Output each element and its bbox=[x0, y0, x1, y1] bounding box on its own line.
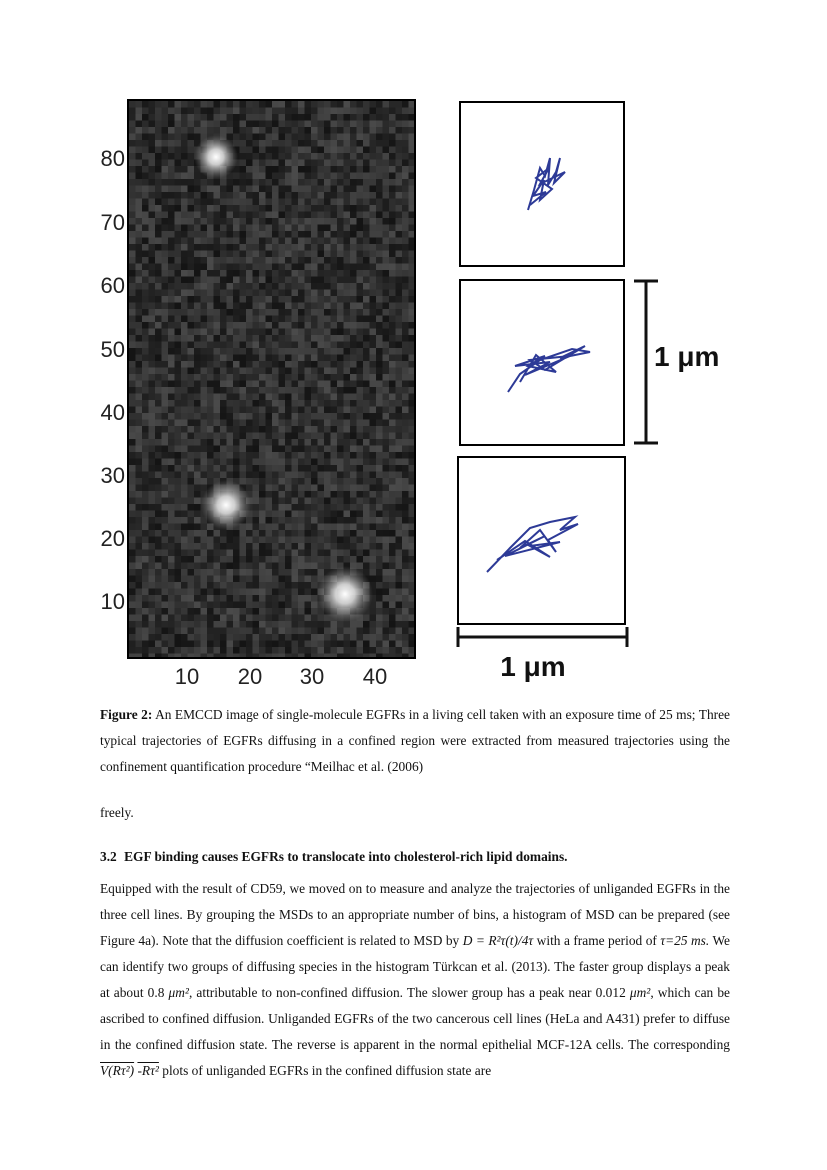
section-number: 3.2 bbox=[100, 849, 117, 864]
x-tick: 40 bbox=[362, 664, 388, 689]
equation-variance: V(Rτ²) bbox=[100, 1063, 135, 1078]
y-tick: 30 bbox=[100, 463, 125, 488]
equation-diffusion: D = R²τ(t)/4τ bbox=[462, 933, 534, 948]
caption-label: Figure 2: bbox=[100, 707, 153, 722]
trajectory-panel-1 bbox=[460, 102, 624, 266]
vertical-scale-label: 1 μm bbox=[654, 341, 720, 372]
fluorescent-spot bbox=[201, 480, 251, 530]
y-tick: 50 bbox=[100, 337, 125, 362]
x-tick: 20 bbox=[237, 664, 263, 689]
horizontal-scale-bar bbox=[458, 627, 627, 682]
caption-text: An EMCCD image of single-molecule EGFRs in a living cell taken with an exposure time of 25 ms; Three typical trajectories of EGFRs diffusing in a confined region were extracted from measured trajectories using the confinement quantification procedure “Meilhac et al. (2006) bbox=[100, 707, 730, 774]
fluorescent-spot bbox=[194, 135, 238, 179]
horizontal-scale-label: 1 μm bbox=[500, 651, 566, 682]
fluorescent-spot bbox=[317, 566, 373, 622]
vertical-scale-bar bbox=[634, 281, 719, 443]
section-title: EGF binding causes EGFRs to translocate into cholesterol-rich lipid domains. bbox=[124, 849, 568, 864]
x-tick: 10 bbox=[174, 664, 200, 689]
y-tick: 10 bbox=[100, 589, 125, 614]
emccd-image bbox=[128, 100, 415, 658]
equation-mean: -Rτ² bbox=[137, 1063, 159, 1078]
body-paragraph bbox=[100, 876, 730, 1084]
unit-um2: μm² bbox=[168, 985, 189, 1000]
frame-period: τ=25 ms. bbox=[660, 933, 710, 948]
y-tick: 60 bbox=[100, 273, 125, 298]
text-run: plots of unliganded EGFRs in the confined diffusion state are bbox=[162, 1063, 492, 1078]
y-tick: 40 bbox=[100, 400, 125, 425]
paragraph-fragment bbox=[100, 800, 730, 826]
text-run: , which can be ascribed to confined diffusion. Unliganded EGFRs of the two cancerous cell lines (HeLa and A431) prefer to diffuse in the confined diffusion state. The reverse is apparent in the normal epithelial MCF-12A cells. The corresponding bbox=[100, 985, 730, 1052]
y-axis-ticks bbox=[101, 146, 125, 614]
trajectory-panel-2 bbox=[460, 280, 624, 445]
text-run: , attributable to non-confined diffusion. The slower group has a peak near 0.012 bbox=[188, 985, 626, 1000]
text-run: Equipped with the result of CD59, we moved on to measure and analyze the trajectories of unliganded EGFRs in the three cell lines. By grouping the MSDs to an appropriate number of bins, a histogram of MSD can be prepared (see Figure 4a). Note that the diffusion coefficient is related to MSD by bbox=[100, 881, 730, 948]
fragment-text: freely. bbox=[100, 805, 134, 820]
text-run: We can identify two groups of diffusing species in the histogram Türkcan et al. (2013). The faster group displays a peak at about 0.8 bbox=[100, 933, 730, 1000]
x-axis-ticks bbox=[175, 664, 387, 689]
section-heading bbox=[100, 849, 572, 865]
trajectory-panel-3 bbox=[458, 457, 625, 624]
y-tick: 80 bbox=[100, 146, 125, 171]
x-tick: 30 bbox=[299, 664, 325, 689]
y-tick: 20 bbox=[100, 526, 125, 551]
text-run: with a frame period of bbox=[536, 933, 657, 948]
unit-um2: μm² bbox=[629, 985, 651, 1000]
figure-caption bbox=[100, 702, 730, 780]
y-tick: 70 bbox=[100, 210, 125, 235]
